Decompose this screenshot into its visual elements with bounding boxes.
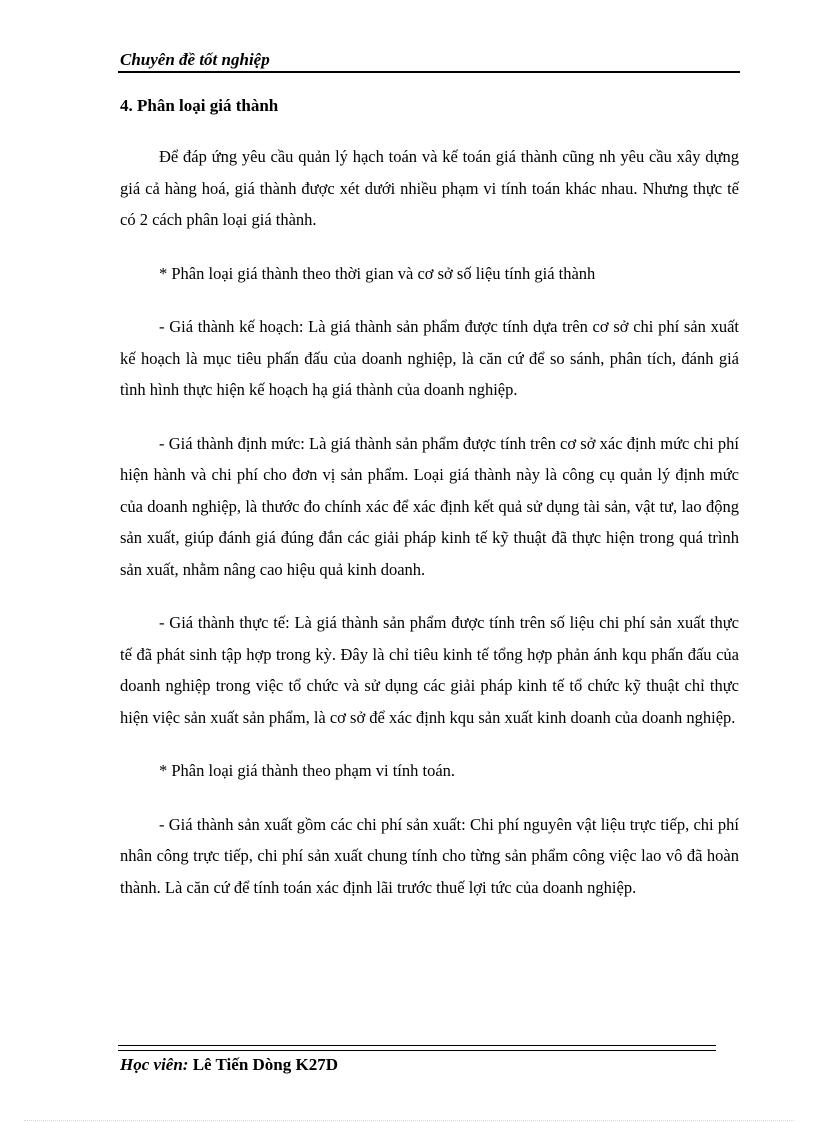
- section-heading: 4. Phân loại giá thành: [120, 96, 279, 115]
- paragraph-production-cost: - Giá thành sản xuất gồm các chi phí sản xuất: Chi phí nguyên vật liệu trực tiếp, chi phí nhân công trực tiếp, chi phí sản xuất chung tính cho từng sản phẩm công việc lao vô đã hoàn thành. Là căn cứ để tính toán xác định lãi trước thuế lợi tức của doanh nghiệp.: [120, 814, 739, 897]
- paragraph-planned-cost: - Giá thành kế hoạch: Là giá thành sản phẩm được tính dựa trên cơ sở chi phí sản xuất kế hoạch là mục tiêu phấn đấu của doanh nghiệp, là căn cứ để so sánh, phân tích, đánh giá tình hình thực hiện kế hoạch hạ giá thành của doanh nghiệp.: [120, 317, 739, 399]
- paragraph-intro: Để đáp ứng yêu cầu quản lý hạch toán và kế toán giá thành cũng nh yêu cầu xây dựng giá cả hàng hoá, giá thành được xét dưới nhiều phạm vi tính toán khác nhau. Nhưng thực tế có 2 cách phân loại giá thành.: [120, 147, 739, 229]
- footer-author: Lê Tiến Dòng K27D: [188, 1055, 339, 1074]
- header-divider: [118, 71, 740, 73]
- paragraph-classification-by-scope: * Phân loại giá thành theo phạm vi tính toán.: [159, 761, 456, 780]
- footer-divider: [118, 1045, 716, 1051]
- paragraph-actual-cost: - Giá thành thực tế: Là giá thành sản phẩm được tính trên số liệu chi phí sản xuất thực tế đã phát sinh tập hợp trong kỳ. Đây là chỉ tiêu kinh tế tổng hợp phản ánh kqu phấn đấu của doanh nghiệp trong việc tổ chức và sử dụng các giải pháp kinh tế tổ chức kỹ thuật chỉ thực hiện việc sản xuất sản phẩm, là cơ sở để xác định kqu sản xuất kinh doanh của doanh nghiệp.: [120, 613, 739, 727]
- paragraph-standard-cost: - Giá thành định mức: Là giá thành sản phẩm được tính trên cơ sở xác định mức chi phí hiện hành và chi phí cho đơn vị sản phẩm. Loại giá thành này là công cụ quản lý định mức của doanh nghiệp, là thước đo chính xác để xác định kết quả sử dụng tài sản, vật tư, lao động sản xuất, giúp đánh giá đúng đắn các giải pháp kinh tế kỹ thuật đã thực hiện trong quá trình sản xuất, nhằm nâng cao hiệu quả kinh doanh.: [120, 433, 739, 579]
- page-header-title: Chuyên đề tốt nghiệp: [120, 50, 270, 69]
- page-footer: [120, 1055, 338, 1075]
- footer-label: Học viên:: [120, 1055, 189, 1074]
- page-bottom-edge: [24, 1120, 794, 1121]
- paragraph-classification-by-time: * Phân loại giá thành theo thời gian và cơ sở số liệu tính giá thành: [159, 263, 596, 283]
- document-body: [120, 141, 739, 925]
